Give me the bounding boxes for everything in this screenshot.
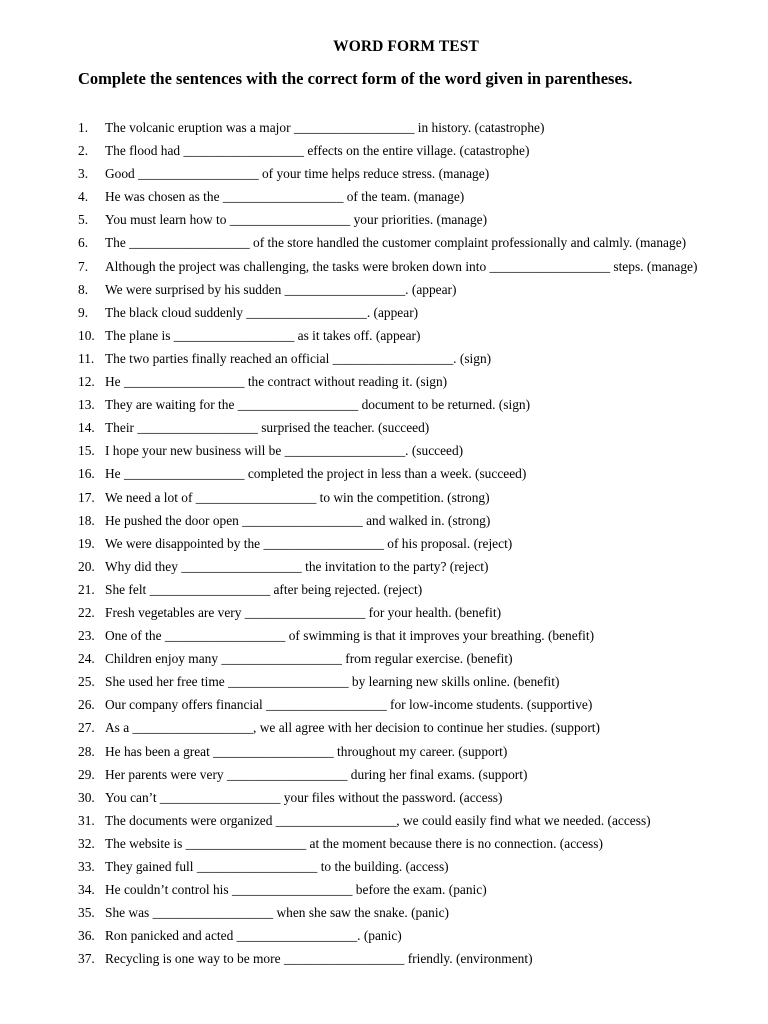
question-number: 31. (78, 812, 95, 828)
question-item (0, 719, 768, 742)
question-text: She was __________________ when she saw the snake. (panic) (105, 905, 449, 921)
question-number: 8. (78, 281, 89, 297)
question-item (0, 650, 768, 673)
question-number: 37. (78, 951, 95, 967)
question-item (0, 858, 768, 881)
question-text: The website is __________________ at the moment because there is no connection. (access) (105, 835, 603, 851)
question-text: He has been a great __________________ throughout my career. (support) (105, 743, 508, 759)
question-item (0, 789, 768, 812)
question-text: Why did they __________________ the invitation to the party? (reject) (105, 558, 489, 574)
question-number: 17. (78, 489, 95, 505)
question-text: The black cloud suddenly __________________. (appear) (105, 304, 419, 320)
question-number: 22. (78, 604, 95, 620)
question-number: 6. (78, 235, 89, 251)
question-number: 20. (78, 558, 95, 574)
question-item (0, 743, 768, 766)
question-text: You must learn how to __________________ your priorities. (manage) (105, 212, 488, 228)
question-number: 16. (78, 466, 95, 482)
question-item (0, 558, 768, 581)
question-number: 33. (78, 859, 95, 874)
question-text: Our company offers financial __________________ for low-income students. (supportive) (105, 697, 593, 713)
question-item (0, 835, 768, 858)
question-text: We were disappointed by the __________________ of his proposal. (reject) (105, 535, 513, 551)
question-number: 12. (78, 374, 95, 390)
question-number: 11. (78, 350, 95, 366)
question-text: He __________________ completed the project in less than a week. (succeed) (105, 466, 527, 482)
question-item (0, 465, 768, 488)
question-item (0, 119, 768, 142)
question-item (0, 188, 768, 211)
question-text: He was chosen as the __________________ of the team. (manage) (105, 189, 465, 205)
question-number: 21. (78, 581, 95, 597)
question-text: Although the project was challenging, the tasks were broken down into __________________ steps. (manage) (105, 258, 698, 274)
question-text: Her parents were very __________________ during her final exams. (support) (105, 766, 528, 782)
question-item (0, 142, 768, 165)
question-number: 13. (78, 397, 95, 413)
question-item (0, 211, 768, 234)
question-text: He __________________ the contract without reading it. (sign) (105, 374, 448, 390)
question-text: Fresh vegetables are very __________________ for your health. (benefit) (105, 604, 502, 620)
question-number: 32. (78, 835, 95, 851)
question-item (0, 396, 768, 419)
question-item (0, 165, 768, 188)
question-number: 9. (78, 304, 89, 320)
question-number: 29. (78, 766, 95, 782)
question-number: 24. (78, 651, 95, 667)
question-item (0, 604, 768, 627)
question-text: She used her free time __________________ by learning new skills online. (benefit) (105, 674, 560, 690)
question-text: As a __________________, we all agree with her decision to continue her studies. (support) (105, 720, 600, 736)
question-number: 34. (78, 882, 95, 898)
question-number: 25. (78, 674, 95, 690)
question-item (0, 950, 768, 973)
question-item (0, 489, 768, 512)
question-item (0, 304, 768, 327)
question-item (0, 373, 768, 396)
question-item (0, 327, 768, 350)
question-item (0, 766, 768, 789)
question-text: We were surprised by his sudden __________________. (appear) (105, 281, 457, 297)
question-text: You can’t __________________ your files without the password. (access) (105, 789, 503, 805)
question-number: 27. (78, 720, 95, 736)
question-text: He pushed the door open __________________ and walked in. (strong) (105, 512, 491, 528)
question-list (0, 119, 768, 973)
instructions: Complete the sentences with the correct form of the word given in parentheses. (78, 69, 633, 88)
question-item (0, 258, 768, 281)
question-item (0, 419, 768, 442)
question-number: 1. (78, 120, 89, 135)
question-text: Children enjoy many __________________ from regular exercise. (benefit) (105, 651, 513, 667)
question-number: 5. (78, 212, 89, 228)
question-text: Good __________________ of your time helps reduce stress. (manage) (105, 166, 490, 182)
question-number: 19. (78, 535, 95, 551)
question-text: They are waiting for the __________________ document to be returned. (sign) (105, 397, 531, 413)
question-number: 4. (78, 189, 89, 205)
question-item (0, 696, 768, 719)
question-item (0, 234, 768, 257)
question-number: 14. (78, 420, 95, 436)
question-number: 26. (78, 697, 95, 713)
page-title: WORD FORM TEST (333, 38, 479, 55)
question-text: He couldn’t control his __________________ before the exam. (panic) (105, 882, 487, 898)
question-text: One of the __________________ of swimming is that it improves your breathing. (benefit) (105, 628, 595, 644)
question-item (0, 927, 768, 950)
question-text: The documents were organized __________________, we could easily find what we needed. (access) (105, 812, 651, 828)
question-text: The flood had __________________ effects on the entire village. (catastrophe) (105, 143, 530, 159)
question-text: The __________________ of the store handled the customer complaint professionally and calmly. (manage) (105, 235, 687, 251)
question-text: We need a lot of __________________ to win the competition. (strong) (105, 489, 490, 505)
question-item (0, 350, 768, 373)
question-item (0, 627, 768, 650)
question-text: She felt __________________ after being rejected. (reject) (105, 581, 423, 597)
question-number: 15. (78, 443, 95, 459)
question-number: 36. (78, 928, 95, 944)
question-text: The two parties finally reached an official __________________. (sign) (105, 350, 492, 366)
question-item (0, 281, 768, 304)
question-number: 35. (78, 905, 95, 921)
question-item (0, 512, 768, 535)
question-item (0, 581, 768, 604)
question-text: The volcanic eruption was a major __________________ in history. (catastrophe) (105, 120, 545, 135)
question-item (0, 881, 768, 904)
question-text: They gained full __________________ to the building. (access) (105, 859, 449, 874)
question-item (0, 535, 768, 558)
question-number: 18. (78, 512, 95, 528)
question-item (0, 904, 768, 927)
question-number: 2. (78, 143, 89, 159)
question-number: 28. (78, 743, 95, 759)
question-number: 10. (78, 327, 95, 343)
question-item (0, 442, 768, 465)
question-number: 7. (78, 258, 89, 274)
question-text: Ron panicked and acted __________________. (panic) (105, 928, 402, 944)
question-text: The plane is __________________ as it takes off. (appear) (105, 327, 421, 343)
question-text: Recycling is one way to be more __________________ friendly. (environment) (105, 951, 533, 967)
question-text: Their __________________ surprised the teacher. (succeed) (105, 420, 430, 436)
question-item (0, 673, 768, 696)
question-text: I hope your new business will be __________________. (succeed) (105, 443, 464, 459)
question-number: 3. (78, 166, 89, 182)
question-number: 30. (78, 789, 95, 805)
question-item (0, 812, 768, 835)
question-number: 23. (78, 628, 95, 644)
